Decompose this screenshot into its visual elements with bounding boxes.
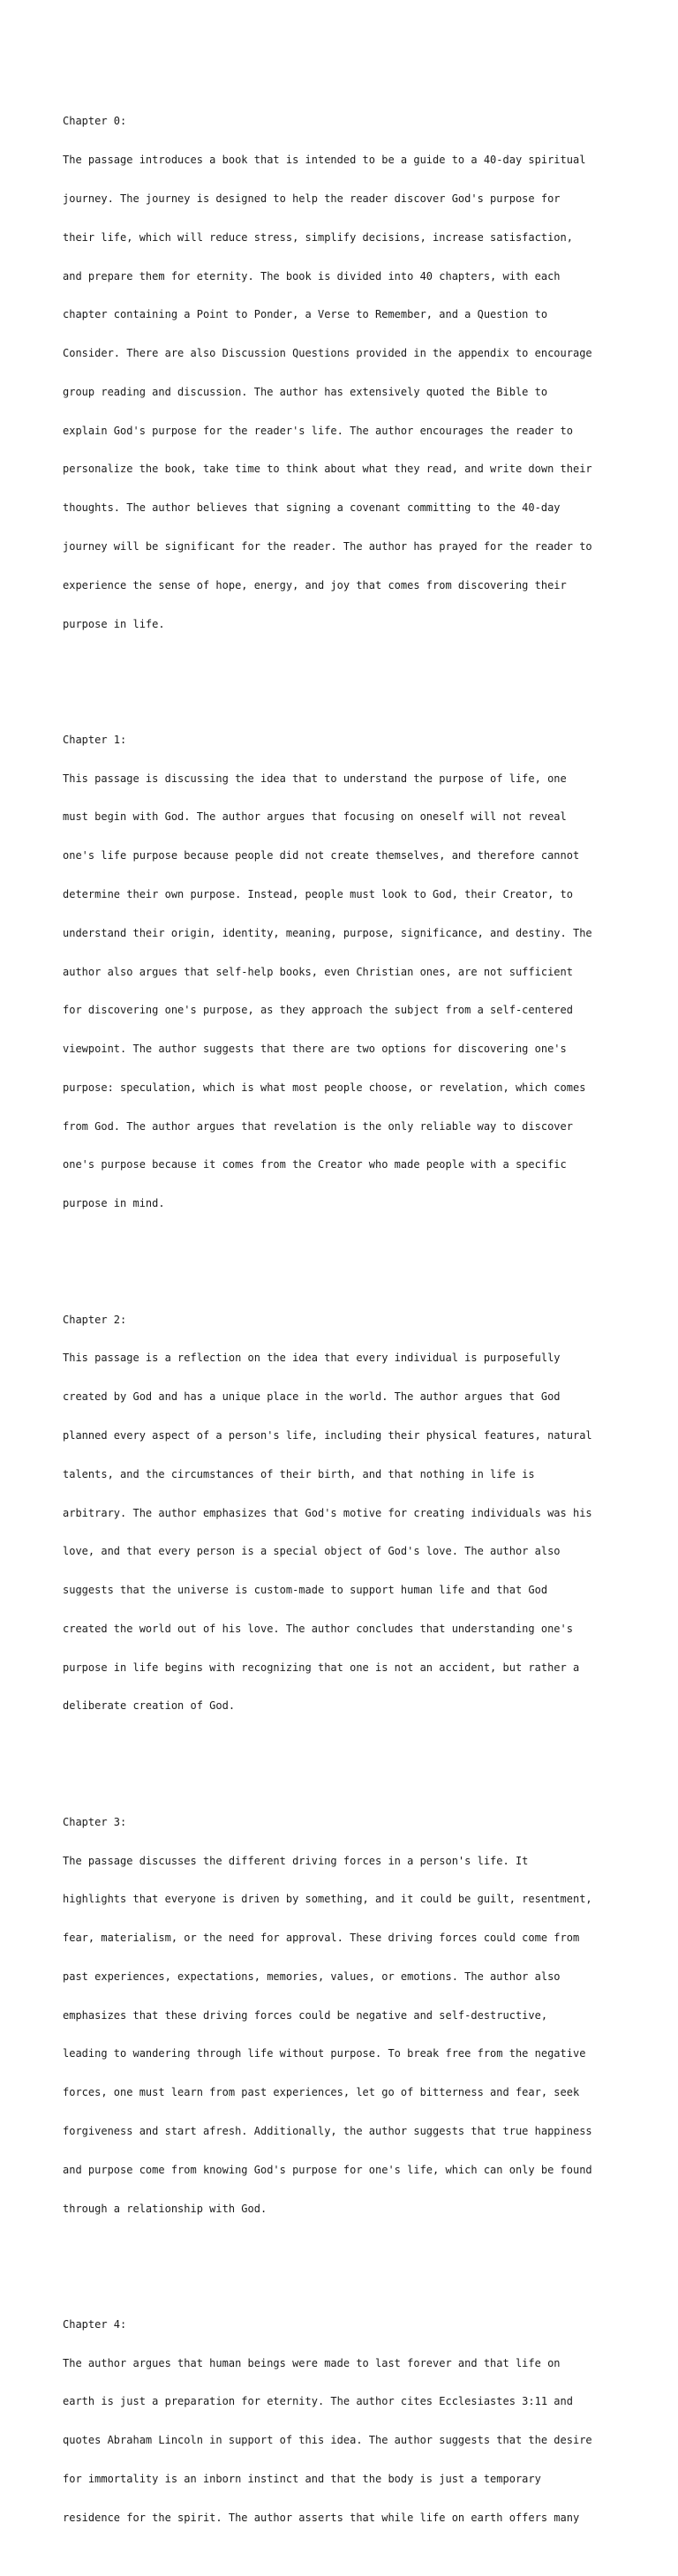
chapter-text-line: purpose in life. <box>63 617 165 630</box>
chapter-section <box>63 708 628 1236</box>
chapter-section <box>63 89 628 656</box>
chapter-text-line: forgiveness and start afresh. Additionally, the author suggests that true happiness <box>63 2125 592 2137</box>
chapter-text-line: suggests that the universe is custom-made to support human life and that God <box>63 1584 548 1597</box>
chapter-text-line: their life, which will reduce stress, simplify decisions, increase satisfaction, <box>63 230 573 244</box>
chapter-text-line: arbitrary. The author emphasizes that God's motive for creating individuals was his <box>63 1506 592 1519</box>
chapter-text-line: understand their origin, identity, meaning, purpose, significance, and destiny. The <box>63 926 592 939</box>
chapter-text-line: forces, one must learn from past experiences, let go of bitterness and fear, seek <box>63 2086 580 2099</box>
chapter-text-line: viewpoint. The author suggests that there are two options for discovering one's <box>63 1043 567 1056</box>
chapter-heading: Chapter 0: <box>63 115 127 128</box>
chapter-text-line: author also argues that self-help books, even Christian ones, are not sufficient <box>63 965 573 978</box>
chapter-text-line: must begin with God. The author argues that focusing on oneself will not reveal <box>63 810 567 824</box>
chapter-text-line: from God. The author argues that revelation is the only reliable way to discover <box>63 1119 573 1133</box>
chapter-section <box>63 1790 628 2241</box>
chapter-text-line: earth is just a preparation for eternity. The author cites Ecclesiastes 3:11 and <box>63 2395 573 2408</box>
document-page <box>63 64 628 2576</box>
chapter-text-line: explain God's purpose for the reader's life. The author encourages the reader to <box>63 424 573 437</box>
chapter-text-line: This passage is discussing the idea that to understand the purpose of life, one <box>63 772 567 785</box>
chapter-text-line: purpose: speculation, which is what most people choose, or revelation, which comes <box>63 1081 586 1094</box>
chapter-text-line: experience the sense of hope, energy, and joy that comes from discovering their <box>63 578 567 591</box>
chapter-text-line: for discovering one's purpose, as they approach the subject from a self-centered <box>63 1004 573 1017</box>
chapter-text-line: quotes Abraham Lincoln in support of this idea. The author suggests that the desire <box>63 2434 592 2447</box>
chapter-text-line: residence for the spirit. The author asserts that while life on earth offers many <box>63 2511 580 2524</box>
chapter-text-line: group reading and discussion. The author has extensively quoted the Bible to <box>63 385 548 398</box>
chapter-text-line: The passage introduces a book that is intended to be a guide to a 40-day spiritual <box>63 154 586 167</box>
chapter-text-line: talents, and the circumstances of their birth, and that nothing in life is <box>63 1467 535 1480</box>
chapter-text-line: journey. The journey is designed to help the reader discover God's purpose for <box>63 192 561 205</box>
chapter-section <box>63 1287 628 1738</box>
chapter-text-line: past experiences, expectations, memories, values, or emotions. The author also <box>63 1970 561 1983</box>
chapter-text-line: one's purpose because it comes from the Creator who made people with a specific <box>63 1158 567 1171</box>
chapter-text-line: love, and that every person is a special object of God's love. The author also <box>63 1545 561 1558</box>
chapter-text-line: chapter containing a Point to Ponder, a Verse to Remember, and a Question to <box>63 308 548 321</box>
chapter-text-line: thoughts. The author believes that signing a covenant committing to the 40-day <box>63 501 561 515</box>
chapter-text-line: Consider. There are also Discussion Questions provided in the appendix to encourage <box>63 347 592 360</box>
chapter-text-line: highlights that everyone is driven by something, and it could be guilt, resentment, <box>63 1893 592 1906</box>
chapter-text-line: purpose in mind. <box>63 1197 165 1210</box>
chapter-text-line: and purpose come from knowing God's purpose for one's life, which can only be found <box>63 2163 592 2176</box>
chapter-text-line: fear, materialism, or the need for approval. These driving forces could come from <box>63 1932 580 1945</box>
chapter-text-line: created the world out of his love. The author concludes that understanding one's <box>63 1622 573 1635</box>
chapter-text-line: leading to wandering through life without purpose. To break free from the negative <box>63 2047 586 2060</box>
chapter-text-line: and prepare them for eternity. The book is divided into 40 chapters, with each <box>63 269 561 282</box>
chapter-text-line: The author argues that human beings were made to last forever and that life on <box>63 2356 561 2369</box>
chapter-text-line: planned every aspect of a person's life, including their physical features, natural <box>63 1428 592 1442</box>
chapter-text-line: created by God and has a unique place in the world. The author argues that God <box>63 1390 561 1404</box>
chapter-text-line: determine their own purpose. Instead, people must look to God, their Creator, to <box>63 888 573 900</box>
chapter-text-line: The passage discusses the different driving forces in a person's life. It <box>63 1854 529 1867</box>
chapter-text-line: purpose in life begins with recognizing that one is not an accident, but rather a <box>63 1661 580 1674</box>
chapter-text-line: through a relationship with God. <box>63 2202 267 2215</box>
chapter-heading: Chapter 4: <box>63 2317 127 2331</box>
chapter-text-line: for immortality is an inborn instinct and that the body is just a temporary <box>63 2473 541 2486</box>
chapter-text-line: This passage is a reflection on the idea that every individual is purposefully <box>63 1352 561 1365</box>
chapter-section <box>63 2293 628 2550</box>
chapter-text-line: one's life purpose because people did not create themselves, and therefore cannot <box>63 849 580 862</box>
chapter-text-line: personalize the book, take time to think about what they read, and write down their <box>63 463 592 476</box>
chapter-text-line: emphasizes that these driving forces could be negative and self-destructive, <box>63 2008 548 2022</box>
chapter-text-line: deliberate creation of God. <box>63 1699 236 1713</box>
chapter-heading: Chapter 1: <box>63 733 127 746</box>
chapter-text-line: journey will be significant for the reader. The author has prayed for the reader to <box>63 539 592 553</box>
chapter-heading: Chapter 3: <box>63 1815 127 1828</box>
chapter-heading: Chapter 2: <box>63 1313 127 1326</box>
